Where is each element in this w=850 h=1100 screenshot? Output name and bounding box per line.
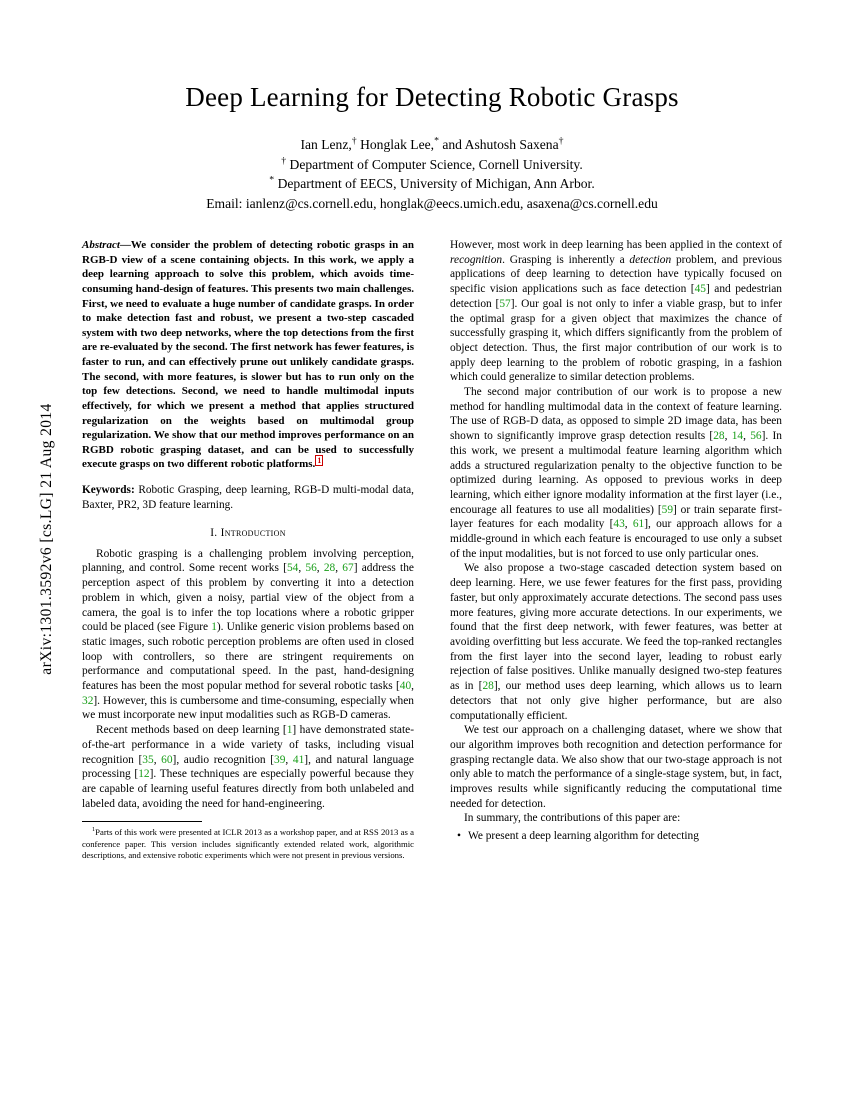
- sep-9: ,: [624, 518, 633, 531]
- footnote-body: Parts of this work were presented at ICLR 2013 as a workshop paper, and at RSS 2013 as a conference paper. This version includes significantly extended related work, algorithmic descriptions, and extensive robotic experiments which were not present in previous versions.: [82, 827, 414, 861]
- intro-p2-b: ] have demonstrated state-of-the-art performance in a wide variety of tasks, including visual recognition [: [82, 724, 414, 766]
- right-p2-b: ]. In this work, we present a multimodal feature learning algorithm which adds a structured regularization penalty to the objective function to be optimized during learning. As opposed to previous works in deep learning, which either ignore modality information at the first layer (i.e., encourage all features to use all modalities) [: [450, 430, 782, 516]
- paper-header: [82, 60, 782, 214]
- right-p2-d: ], our approach allows for a middle-ground in which each feature is encouraged to use only a subset of the input modalities, but is not forced to use only particular ones.: [450, 518, 782, 560]
- right-p1-c: problem, and previous applications of deep learning to detection have typically focused on specific vision applications such as face detection [: [450, 253, 782, 296]
- intro-p1-a: Robotic grasping is a challenging problem involving perception, planning, and control. Some recent works [: [82, 547, 414, 575]
- footnote-text: [82, 827, 414, 861]
- sep-3: ,: [335, 562, 343, 575]
- citation-67[interactable]: 67: [342, 562, 354, 575]
- keywords-label: Keywords:: [82, 484, 135, 496]
- citation-56[interactable]: 56: [305, 562, 317, 575]
- email-line: Email: ianlenz@cs.cornell.edu, honglak@eecs.umich.edu, asaxena@cs.cornell.edu: [206, 196, 658, 212]
- body-columns: [82, 238, 782, 1058]
- sep-4: ,: [411, 680, 414, 693]
- keywords-text: Robotic Grasping, deep learning, RGB-D multi-modal data, Baxter, PR2, 3D feature learning.: [82, 484, 414, 512]
- footnote-marker-ref[interactable]: 1: [317, 455, 322, 465]
- citation-60[interactable]: 60: [161, 753, 173, 766]
- sep-5: ,: [153, 753, 162, 766]
- citation-61[interactable]: 61: [632, 518, 645, 531]
- sep-1: ,: [298, 562, 306, 575]
- star-marker-2: *: [269, 174, 275, 186]
- citation-28-b[interactable]: 28: [713, 430, 725, 443]
- sep-7: ,: [724, 430, 732, 443]
- citation-35[interactable]: 35: [142, 753, 154, 766]
- author-block: [82, 135, 782, 214]
- emph-recognition: recognition: [450, 253, 503, 266]
- dagger-marker-2: †: [558, 135, 564, 147]
- author-names-a: Ian Lenz,: [300, 137, 352, 152]
- figure-ref-1[interactable]: 1: [211, 621, 217, 634]
- arxiv-stamp: arXiv:1301.3592v6 [cs.LG] 21 Aug 2014: [38, 403, 55, 675]
- right-p1-b: . Grasping is inherently a: [502, 253, 630, 266]
- citation-1[interactable]: 1: [286, 724, 293, 737]
- citation-14[interactable]: 14: [731, 430, 744, 443]
- intro-p2-c: ], audio recognition [: [172, 753, 275, 766]
- right-p3-a: We also propose a two-stage cascaded detection system based on deep learning. Here, we use fewer features for the first pass, providing faster, but only approximately accurate detections. The second pass uses more features, giving more accurate detections. In our experiments, we found that the first deep network, with fewer features, was better at avoiding overfitting but less accurate. We feed the top-ranked rectangles from the first layer into the second layer, leading to robust early rejection of false positives. Unlike manually designed two-step features as in [: [450, 562, 782, 693]
- affiliation-line-1: [82, 155, 782, 175]
- intro-p1-c: ). Unlike generic vision problems based on static images, such robotic perception problems are often used in closed loop with controllers, so there are stringent requirements on performance and computational speed. In the past, hand-designing features has been the most popular method for several robotic tasks [: [82, 621, 414, 693]
- right-paragraph-5: In summary, the contributions of this paper are:: [464, 812, 681, 825]
- dagger-marker-1: †: [351, 135, 357, 147]
- sep-8: ,: [743, 430, 751, 443]
- right-paragraph-1: [450, 238, 782, 385]
- citation-28-c[interactable]: 28: [482, 680, 494, 693]
- footnote-number: 1: [92, 826, 96, 834]
- citation-54[interactable]: 54: [286, 562, 299, 575]
- right-column: [450, 238, 782, 844]
- right-p1-a: However, most work in deep learning has been applied in the context of: [450, 239, 782, 251]
- author-names-b: Honglak Lee,: [356, 137, 435, 152]
- right-p2-c: ] or train separate first-layer features for each modality [: [450, 503, 783, 531]
- intro-p1-d: ]. However, this is cumbersome and time-consuming, especially when we must incorporate new input modalities such as RGB-D cameras.: [82, 694, 414, 722]
- right-paragraph-2: [450, 385, 782, 561]
- right-paragraph-4: We test our approach on a challenging dataset, where we show that our algorithm improves both recognition and detection performance for grasping rectangle data. We also show that our two-stage approach is not only able to match the performance of a single-stage system, but, in fact, improves results while significantly reducing the computational time needed for detection.: [450, 724, 782, 810]
- dagger-marker-3: †: [281, 155, 287, 167]
- abstract-label: Abstract: [82, 239, 120, 251]
- abstract: [82, 238, 414, 472]
- section-heading-introduction: I. Introduction: [210, 527, 286, 540]
- list-item: • We present a deep learning algorithm for detecting: [468, 829, 782, 844]
- citation-40[interactable]: 40: [399, 680, 412, 693]
- star-marker-1: *: [434, 135, 439, 147]
- page-title: Deep Learning for Detecting Robotic Grasps: [185, 82, 679, 112]
- author-line-1: [82, 135, 782, 155]
- author-names-c: and Ashutosh Saxena: [438, 137, 559, 152]
- affiliation-line-2: [82, 174, 782, 194]
- citation-57[interactable]: 57: [499, 297, 511, 310]
- right-p3-b: ], our method uses deep learning, which allows us to learn detectors that not only give higher performance, but are also computationally efficient.: [450, 680, 782, 722]
- footnote-divider: [82, 821, 202, 822]
- right-p1-e: ]. Our goal is not only to infer a viable grasp, but to infer the optimal grasp for a given object that maximizes the chance of successfully grasping it, which differs significantly from the problem of object detection. Thus, the first major contribution of our work is to apply deep learning to the problem of robotic grasping, in a fashion which could generalize to similar detection problems.: [450, 297, 782, 384]
- right-paragraph-3: [450, 561, 782, 723]
- left-column: [82, 238, 414, 861]
- intro-paragraph-2: [82, 723, 414, 811]
- abstract-dash: —: [119, 239, 131, 251]
- citation-12[interactable]: 12: [138, 768, 150, 781]
- affiliation-michigan: Department of EECS, University of Michigan, Ann Arbor.: [274, 176, 595, 192]
- contributions-list: [450, 829, 782, 844]
- citation-32[interactable]: 32: [82, 694, 94, 707]
- intro-paragraph-1: [82, 547, 414, 723]
- citation-59[interactable]: 59: [661, 503, 674, 516]
- right-p1-d: ] and pedestrian detection [: [450, 283, 783, 310]
- citation-28[interactable]: 28: [323, 562, 336, 575]
- keywords: [82, 483, 414, 513]
- intro-p2-e: ]. These techniques are especially powerful because they are capable of learning useful features directly from both unlabeled and labeled data, avoiding the need for hand-engineering.: [82, 768, 414, 810]
- affiliation-cornell: Department of Computer Science, Cornell University.: [286, 156, 583, 172]
- emph-detection: detection: [629, 253, 672, 266]
- intro-p2-d: ], and natural language processing [: [82, 753, 414, 781]
- sep-6: ,: [285, 753, 293, 766]
- intro-p2-a: Recent methods based on deep learning [: [96, 724, 287, 737]
- intro-p1-b: ] address the perception aspect of this problem by converting it into a detection problem in which, given a noisy, partial view of the object from a camera, the goal is to infer the top locations where a robotic gripper could be placed (see Figure: [82, 562, 414, 634]
- citation-56-b[interactable]: 56: [750, 430, 762, 443]
- citation-41[interactable]: 41: [292, 753, 305, 766]
- right-p2-a: The second major contribution of our work is to propose a new method for handling multimodal data in the context of feature learning. The use of RGB-D data, as opposed to simple 2D image data, has been shown to significantly improve grasp detection results [: [450, 386, 782, 443]
- abstract-body: We consider the problem of detecting robotic grasps in an RGB-D view of a scene containing objects. In this work, we apply a deep learning approach to solve this problem, which avoids time-consuming hand-design of features. This presents two main challenges. First, we need to evaluate a huge number of candidate grasps. In order to make detection fast and robust, we present a two-step cascaded system with two deep networks, where the top detections from the first are re-evaluated by the second. The first network has fewer features, is faster to run, and can effectively prune out unlikely candidate grasps. The second, with more features, is slower but has to run only on the top few detections. Second, we need to handle multimodal inputs effectively, for which we present a method that applies structured regularization on the weights based on multimodal group regularization. We show that our method improves performance on an RGBD robotic grasping dataset, and can be used to successfully execute grasps on two different robotic platforms.: [82, 239, 414, 471]
- citation-43[interactable]: 43: [613, 518, 625, 531]
- sep-2: ,: [316, 562, 324, 575]
- citation-45[interactable]: 45: [694, 283, 706, 296]
- citation-39[interactable]: 39: [274, 753, 286, 766]
